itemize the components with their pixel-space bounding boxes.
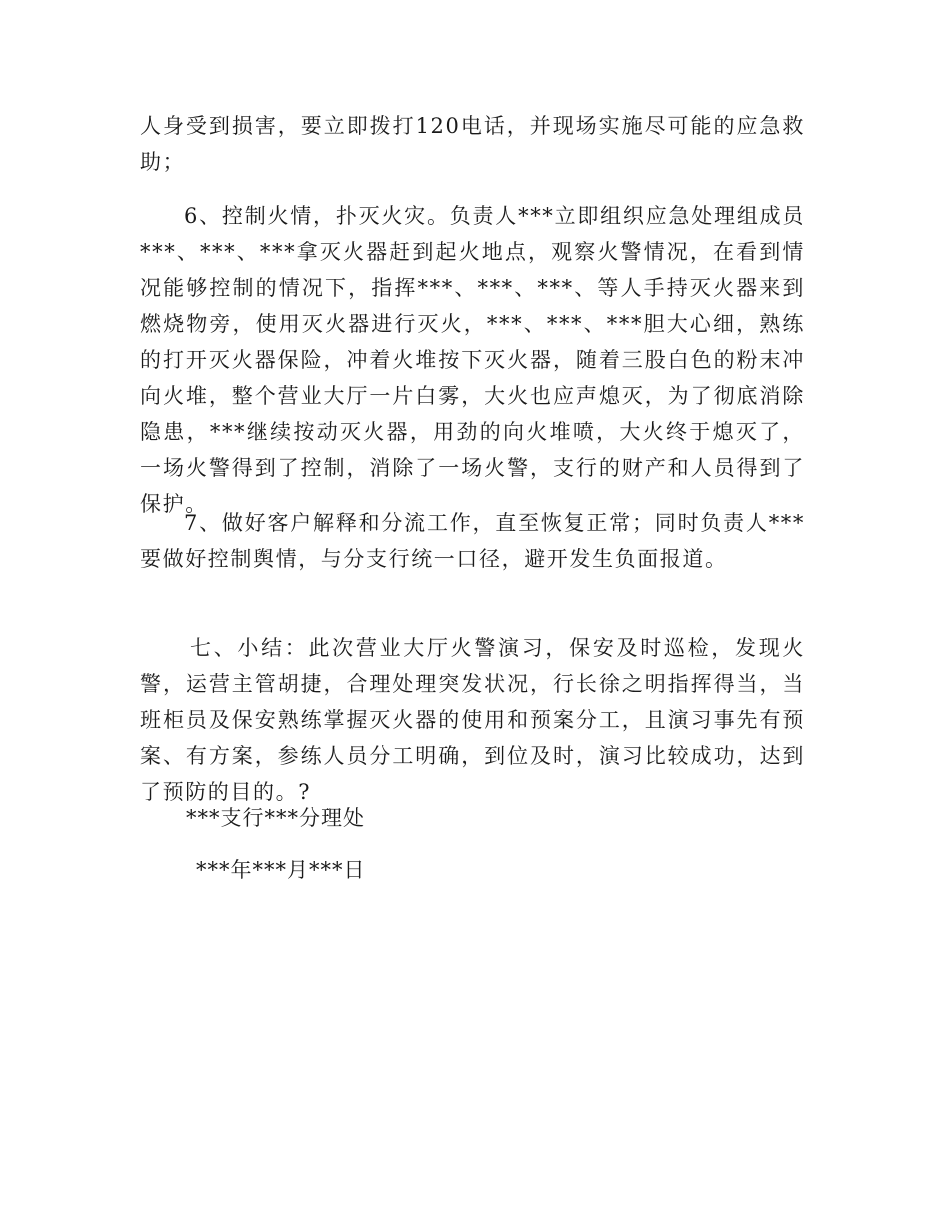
paragraph-summary: 七、小结：此次营业大厅火警演习，保安及时巡检，发现火警，运营主管胡捷，合理处理突发状况，行长徐之明指挥得当，当班柜员及保安熟练掌握灭火器的使用和预案分工，且演习事先有预案、有方案，参练人员分工明确，到位及时，演习比较成功，达到了预防的目的。? [140,636,805,804]
paragraph-customer-explanation: 7、做好客户解释和分流工作，直至恢复正常；同时负责人***要做好控制舆情，与分支行统一口径，避开发生负面报道。 [140,511,805,571]
signature-date: ***年***月***日 [196,858,366,882]
paragraph-control-fire: 6、控制火情，扑灭火灾。负责人***立即组织应急处理组成员***、***、***拿灭火器赶到起火地点，观察火警情况，在看到情况能够控制的情况下，指挥***、***、***、等人手持灭火器来到燃烧物旁，使用灭火器进行灭火，***、***、***胆大心细，熟练的打开灭火器保险，冲着火堆按下灭火器，随着三股白色的粉末冲向火堆，整个营业大厅一片白雾，大火也应声熄灭，为了彻底消除隐患，***继续按动灭火器，用劲的向火堆喷，大火终于熄灭了，一场火警得到了控制，消除了一场火警，支行的财产和人员得到了保护。 [140,204,805,516]
paragraph-injury-first-aid: 人身受到损害，要立即拨打120电话，并现场实施尽可能的应急救助； [140,114,805,174]
signature-organization: ***支行***分理处 [186,806,365,830]
